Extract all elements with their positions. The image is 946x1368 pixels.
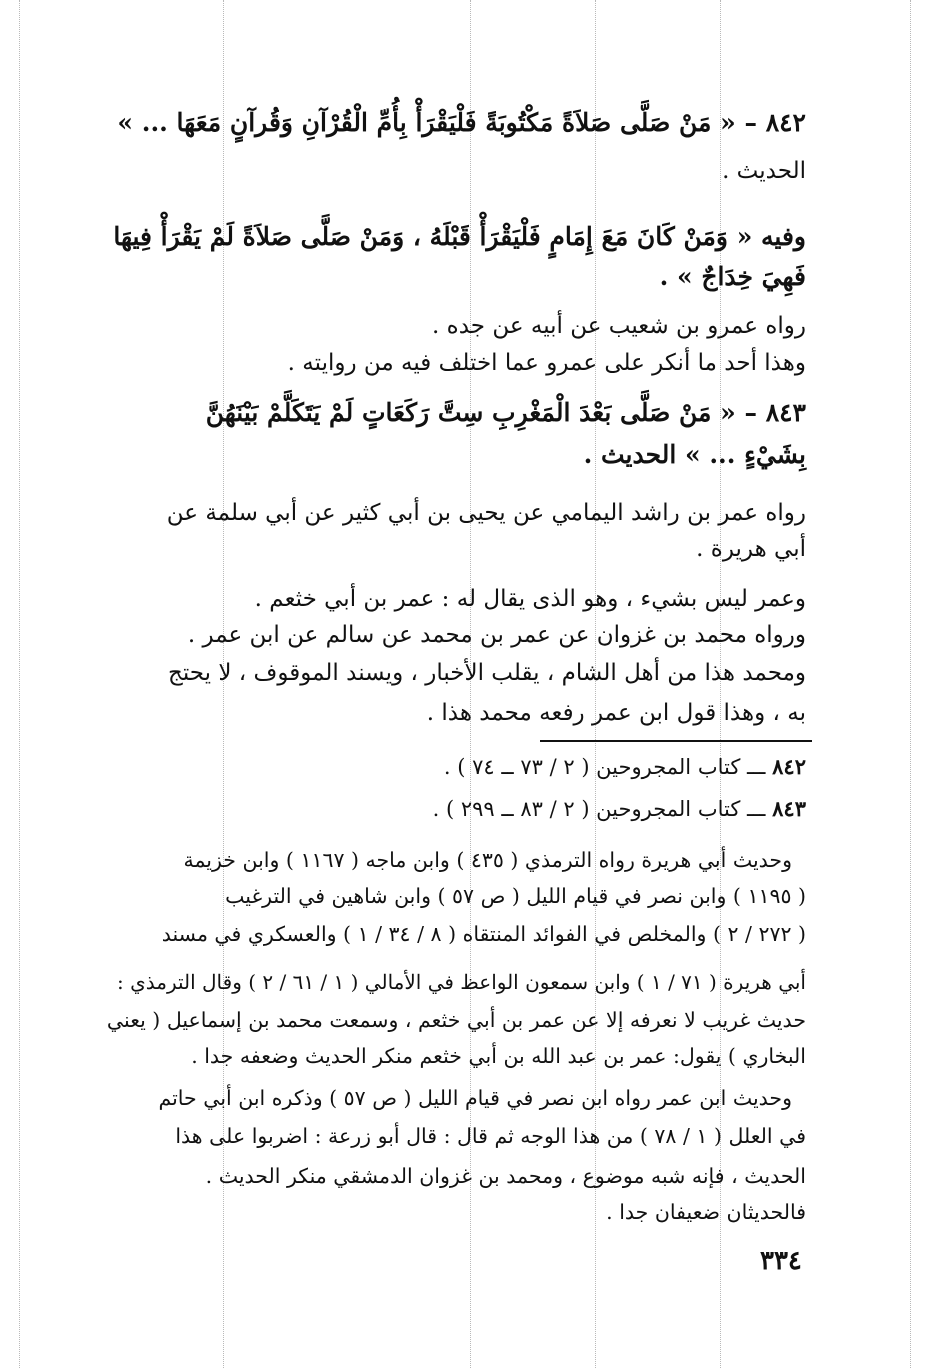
paragraph-line: رواه عمر بن راشد اليمامي عن يحيى بن أبي كثير عن أبي سلمة عن [166,500,806,526]
hadith-number: ٨٤٢ [765,108,806,137]
fihi-line2: فَهِيَ خِدَاجٌ » . [659,262,806,291]
reference-text: ـــ كتاب المجروحين ( ٢ / ٨٣ ــ ٢٩٩ ) . [432,797,766,821]
hadith-number: ٨٤٣ [765,398,806,427]
note-line: ( ٢٧٢ / ٢ ) والمخلص في الفوائد المنتقاه ( ٨ / ٣٤ / ١ ) والعسكري في مسند [161,922,806,946]
note-line: البخاري ) يقول: عمر بن عبد الله بن أبي خثعم منكر الحديث وضعفه جدا . [191,1044,806,1068]
note-line: أبي هريرة ( ٧١ / ١ ) وابن سمعون الواعظ في الأمالي ( ١ / ٦١ / ٢ ) وقال الترمذي : [116,970,806,994]
note-line: في العلل ( ١ / ٧٨ ) من هذا الوجه ثم قال : قال أبو زرعة : اضربوا على هذا [175,1124,806,1148]
reference-number: ٨٤٢ [772,754,806,779]
note-line: وحديث أبي هريرة رواه الترمذي ( ٤٣٥ ) وابن ماجه ( ١١٦٧ ) وابن خزيمة [183,848,792,872]
paragraph-line: رواه عمرو بن شعيب عن أبيه عن جده . [432,313,806,339]
reference-line [433,796,806,821]
hadith-text: – « مَنْ صَلَّى بَعْدَ الْمَغْرِبِ سِتَّ رَكَعَاتٍ لَمْ يَتَكَلَّمْ بَيْنَهُنَّ [205,398,757,427]
paragraph-line: أبي هريرة . [696,536,806,562]
hadith-842-line1 [117,108,806,137]
paragraph-line: وعمر ليس بشيء ، وهو الذى يقال له : عمر بن أبي خثعم . [254,586,806,612]
fihi-line1: وفيه « وَمَنْ كَانَ مَعَ إِمَامٍ فَلْيَقْرَأْ قَبْلَهُ ، وَمَنْ صَلَّى صَلاَةً لَمْ يَقْرَأْ فِيهَا [113,222,806,251]
note-line: ( ١١٩٥ ) وابن نصر في قيام الليل ( ص ٥٧ ) وابن شاهين في الترغيب [225,884,806,908]
hadith-843-line1 [206,398,806,427]
reference-number: ٨٤٣ [772,796,806,821]
paragraph-line: ورواه محمد بن غزوان عن عمر بن محمد عن سالم عن ابن عمر . [187,622,806,648]
reference-line [444,754,806,779]
hadith-text: – « مَنْ صَلَّى صَلاَةً مَكْتُوبَةً فَلْيَقْرَأْ بِأُمِّ الْقُرْآنِ وَقُرآنٍ مَعَهَا ... » [117,108,757,137]
note-line: حديث غريب لا نعرفه إلا عن عمر بن أبي خثعم ، وسمعت محمد بن إسماعيل ( يعني [106,1008,806,1032]
note-line: وحديث ابن عمر رواه ابن نصر في قيام الليل ( ص ٥٧ ) وذكره ابن أبي حاتم [158,1086,792,1110]
paragraph-line: وهذا أحد ما أنكر على عمرو عما اختلف فيه من روايته . [287,350,806,376]
page-number: ٣٣٤ [760,1246,802,1276]
note-line: فالحديثان ضعيفان جدا . [606,1200,806,1224]
hadith-842-line2: الحديث . [722,158,806,184]
reference-text: ـــ كتاب المجروحين ( ٢ / ٧٣ ــ ٧٤ ) . [443,755,766,779]
footnote-separator [540,740,812,742]
scan-guide-line [910,0,911,1368]
note-line: الحديث ، فإنه شبه موضوع ، ومحمد بن غزوان الدمشقي منكر الحديث . [205,1164,806,1188]
scan-guide-line [19,0,20,1368]
hadith-843-line2: بِشَيْءٍ ... » الحديث . [583,440,806,469]
paragraph-line: ومحمد هذا من أهل الشام ، يقلب الأخبار ، ويسند الموقوف ، لا يحتج [168,660,806,686]
paragraph-line: به ، وهذا قول ابن عمر رفعه محمد هذا . [426,700,806,726]
